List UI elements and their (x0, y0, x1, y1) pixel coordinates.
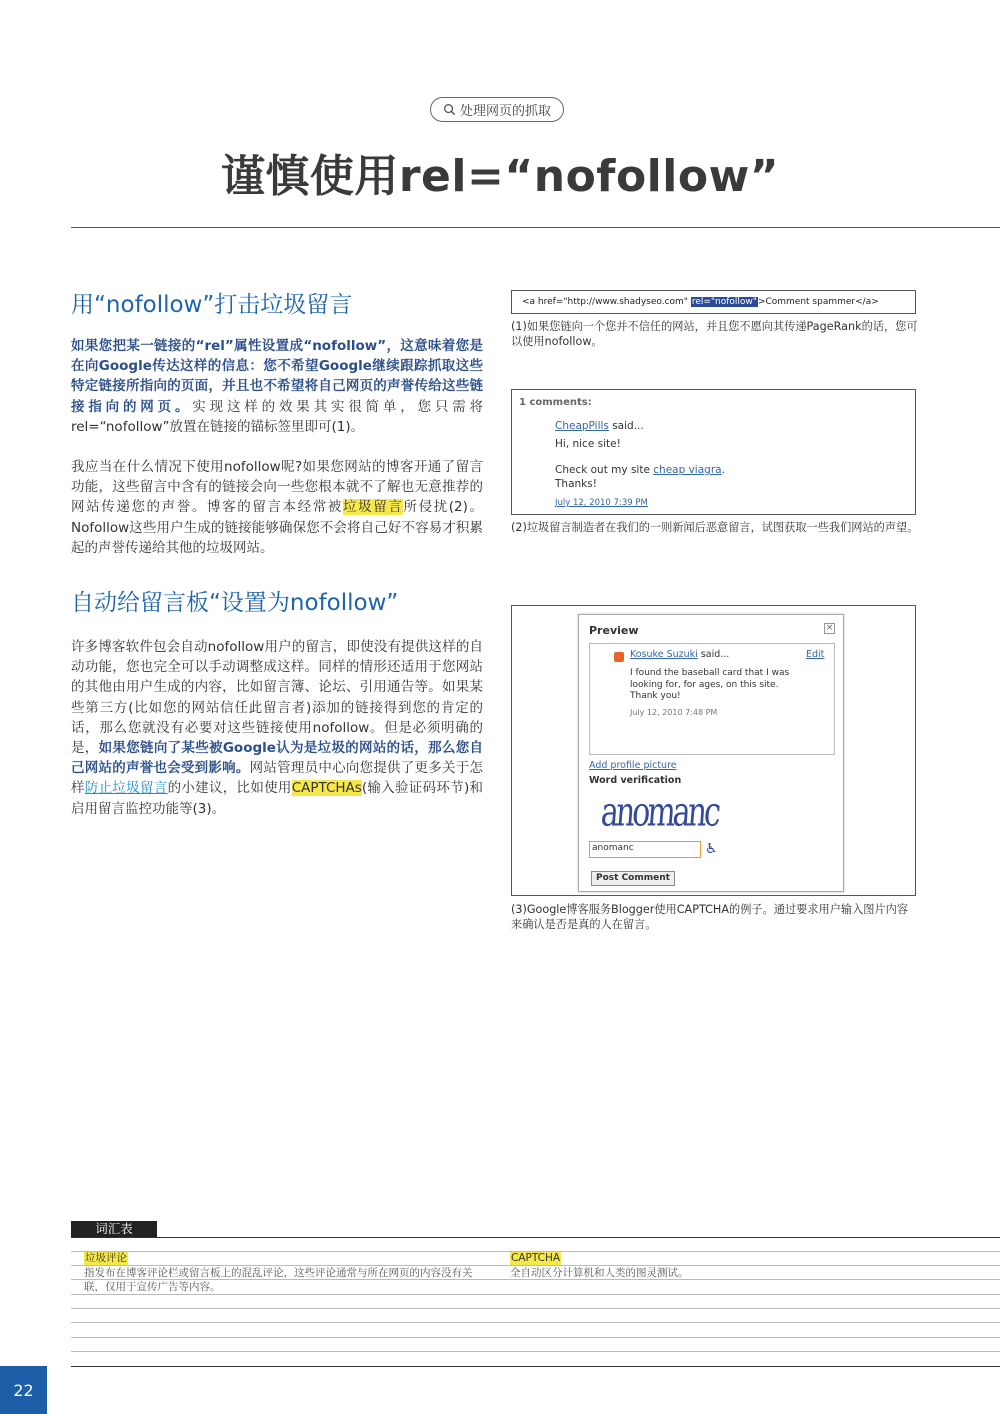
vocab-label: 词汇表 (71, 1221, 157, 1237)
vocab-def-spam: 指发布在博客评论栏或留言板上的混乱评论，这些评论通常与所在网页的内容没有关联，仅用于宣传广告等内容。 (84, 1267, 473, 1293)
prevent-spam-link[interactable]: 防止垃圾留言 (84, 780, 168, 797)
figure1-caption: (1)如果您链向一个您并不信任的网站，并且您不愿向其传递PageRank的话，您可以使用nofollow。 (511, 320, 918, 348)
preview-said: said... (697, 649, 730, 660)
comment-line1: Hi, nice site! (555, 438, 621, 450)
section1-p2-text-end: 所侵扰(2)。Nofollow这些用户生成的链接能够确保您不会将自己好不容易才积累起的声誉传递给其他的垃圾网站。 (71, 499, 484, 556)
accessibility-icon[interactable]: ♿ (705, 841, 718, 857)
edit-link[interactable] (806, 649, 824, 660)
preview-author-line (630, 649, 729, 660)
section-tag (430, 97, 564, 122)
comment-author-link[interactable]: CheapPills (555, 420, 609, 432)
add-profile-link[interactable] (589, 760, 677, 771)
figure3-caption: (3)Google博客服务Blogger使用CAPTCHA的例子。通过要求用户输入图片内容来确认是否是真的人在留言。 (511, 903, 909, 931)
preview-comment-panel (589, 643, 835, 755)
comment-line2-text: Check out my site (555, 464, 654, 476)
section1-heading: 用“nofollow”打击垃圾留言 (71, 292, 353, 318)
preview-comment-date: July 12, 2010 7:48 PM (630, 708, 718, 717)
code-before: <a href="http://www.shadyseo.com" (522, 297, 691, 307)
vocab-top-rule (71, 1237, 1000, 1238)
word-verification-label: Word verification (589, 775, 682, 786)
vocab-rule (71, 1279, 1000, 1280)
section2-heading: 自动给留言板“设置为nofollow” (71, 590, 399, 616)
section1-p1-rest: 实现这样的效果其实很简单，您只需将rel=“nofollow”放置在链接的锚标签里即可(1)。 (71, 398, 484, 435)
vocab-rule (71, 1322, 1000, 1323)
preview-title: Preview (589, 624, 639, 637)
preview-dialog (578, 614, 844, 892)
preview-author-link[interactable]: Kosuke Suzuki (630, 649, 698, 660)
vocab-term-spam: 垃圾评论 (85, 1252, 127, 1264)
figure2-caption: (2)垃圾留言制造者在我们的一则新闻后恶意留言，试图获取一些我们网站的声望。 (511, 521, 919, 534)
comment-said: said... (608, 420, 644, 432)
section1-paragraph2 (71, 457, 483, 558)
comments-count: 1 comments: (519, 397, 592, 408)
spam-comment-highlight: 垃圾留言 (343, 499, 404, 516)
comment-line3: Thanks! (555, 478, 597, 490)
section2-text-2: 网站管理员中心向您提供了更多关于怎样 (71, 760, 484, 797)
add-profile-label: Add profile picture (589, 760, 677, 771)
vocab-rule (71, 1308, 1000, 1309)
captcha-input[interactable] (589, 841, 701, 858)
title-divider (71, 227, 1000, 228)
code-after: >Comment spammer</a> (757, 297, 879, 307)
comment-author-line (555, 420, 644, 432)
captcha-input-value: anomanc (592, 843, 634, 853)
page-title: 谨慎使用rel=“nofollow” (220, 151, 780, 202)
vocab-rule (71, 1294, 1000, 1295)
comment-line2-end: . (721, 464, 725, 476)
vocab-rule (71, 1265, 1000, 1266)
figure2-comment-box (511, 389, 916, 515)
section2-text: 许多博客软件包会自动nofollow用户的留言，即使没有提供这样的自动功能，您也完全可以手动调整成这样。同样的情形还适用于您网站的其他由用户生成的内容，比如留言簿、论坛、引用通告等。如果某些第三方(比如您的网站信任此留言者)添加的链接得到您的肯定的话，那么您就没有必要对这些链接使用nofollow。但是必须明确的是， (71, 639, 483, 757)
comment-date[interactable]: July 12, 2010 7:39 PM (555, 498, 648, 508)
section2-text-3: 的小建议，比如使用 (167, 780, 292, 797)
section1-paragraph1 (71, 336, 483, 437)
preview-comment-text: I found the baseball card that I was looking for, for ages, on this site. Thank you! (630, 668, 790, 701)
search-icon (443, 103, 456, 116)
section1-p2-text: 我应当在什么情况下使用nofollow呢?如果您网站的博客开通了留言功能，这些留言中含有的链接会向一些您根本就不了解也无意推荐的网站传递您的声誉。博客的留言本经常被 (71, 459, 483, 516)
section-tag-label: 处理网页的抓取 (459, 104, 551, 119)
figure1-code-box (511, 290, 916, 314)
section1-p1-bold: 如果您把某一链接的“rel”属性设置成“nofollow”，这意味着您是在向Google传达这样的信息：您不希望Google继续跟踪抓取这些特定链接所指向的页面，并且也不希望将自己网页的声誉传给这些链接指向的网页。 (71, 338, 483, 415)
comment-line2 (555, 464, 725, 476)
vocab-rule (71, 1251, 1000, 1252)
vocab-rule (71, 1337, 1000, 1338)
edit-link-label: Edit (806, 649, 825, 660)
section2-paragraph (71, 637, 483, 819)
vocab-bottom-rule (71, 1366, 1000, 1367)
close-icon[interactable]: × (825, 623, 834, 633)
code-snippet (512, 291, 915, 313)
section2-bold: 如果您链向了某些被Google认为是垃圾的网站的话，那么您自己网站的声誉也会受到影响。 (71, 740, 483, 777)
captcha-image: anomanc (599, 789, 720, 837)
spam-link[interactable]: cheap viagra (653, 464, 722, 476)
post-comment-button[interactable]: Post Comment (591, 871, 675, 886)
blogger-icon (614, 652, 624, 662)
vocab-term-captcha: CAPTCHA (511, 1252, 561, 1264)
section2-text-4: (输入验证码环节)和启用留言监控功能等(3)。 (71, 780, 484, 817)
captcha-highlight: CAPTCHAs (291, 780, 362, 797)
code-nofollow-attr: rel="nofollow" (691, 297, 757, 307)
page-number: 22 (0, 1366, 47, 1414)
vocab-rule (71, 1351, 1000, 1352)
vocab-def-captcha: 全自动区分计算机和人类的图灵测试。 (510, 1267, 689, 1279)
